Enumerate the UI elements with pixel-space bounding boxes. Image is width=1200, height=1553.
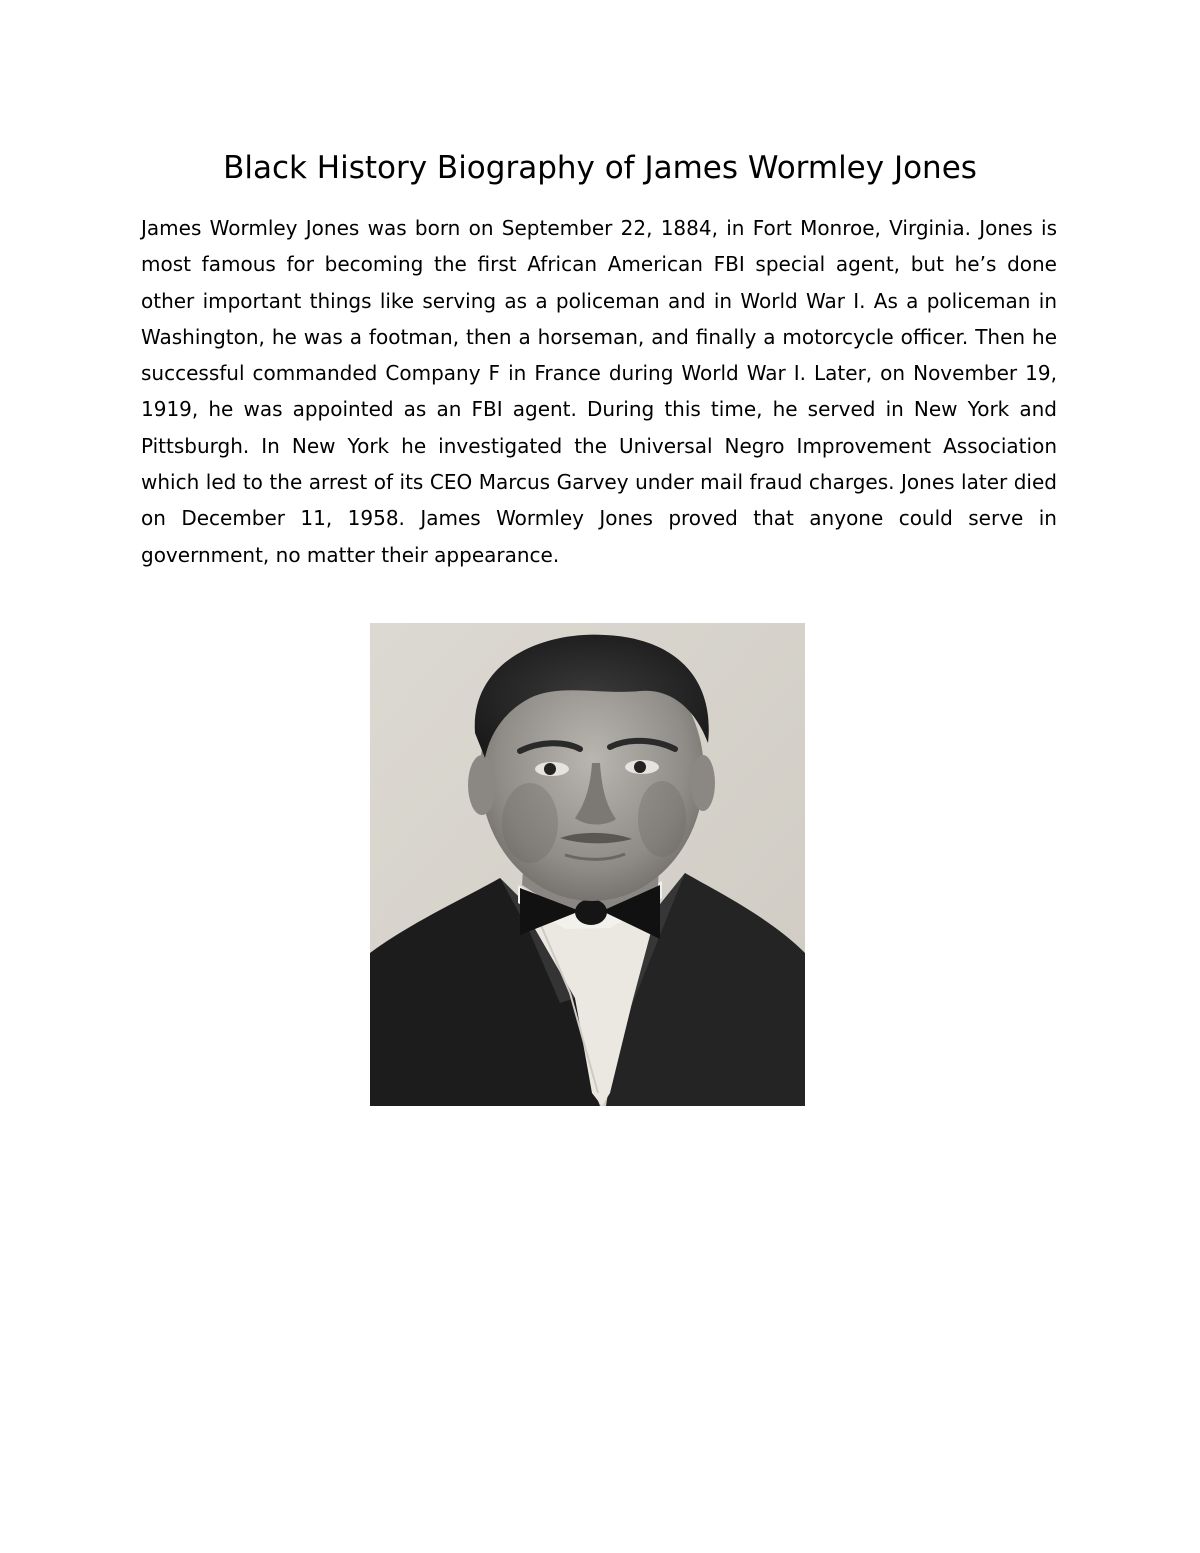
page-title: Black History Biography of James Wormley Jones (223, 150, 977, 186)
portrait-photo (370, 623, 805, 1106)
biography-paragraph: James Wormley Jones was born on September 22, 1884, in Fort Monroe, Virginia. Jones is most famous for becoming the first African American FBI special agent, but he’s done other important things like serving as a policeman and in World War I. As a policeman in Washington, he was a footman, then a horseman, and finally a motorcycle officer. Then he successful commanded Company F in France during World War I. Later, on November 19, 1919, he was appointed as an FBI agent. During this time, he served in New York and Pittsburgh. In New York he investigated the Universal Negro Improvement Association which led to the arrest of its CEO Marcus Garvey under mail fraud charges. Jones later died on December 11, 1958. James Wormley Jones proved that anyone could serve in government, no matter their appearance. (141, 216, 1057, 567)
